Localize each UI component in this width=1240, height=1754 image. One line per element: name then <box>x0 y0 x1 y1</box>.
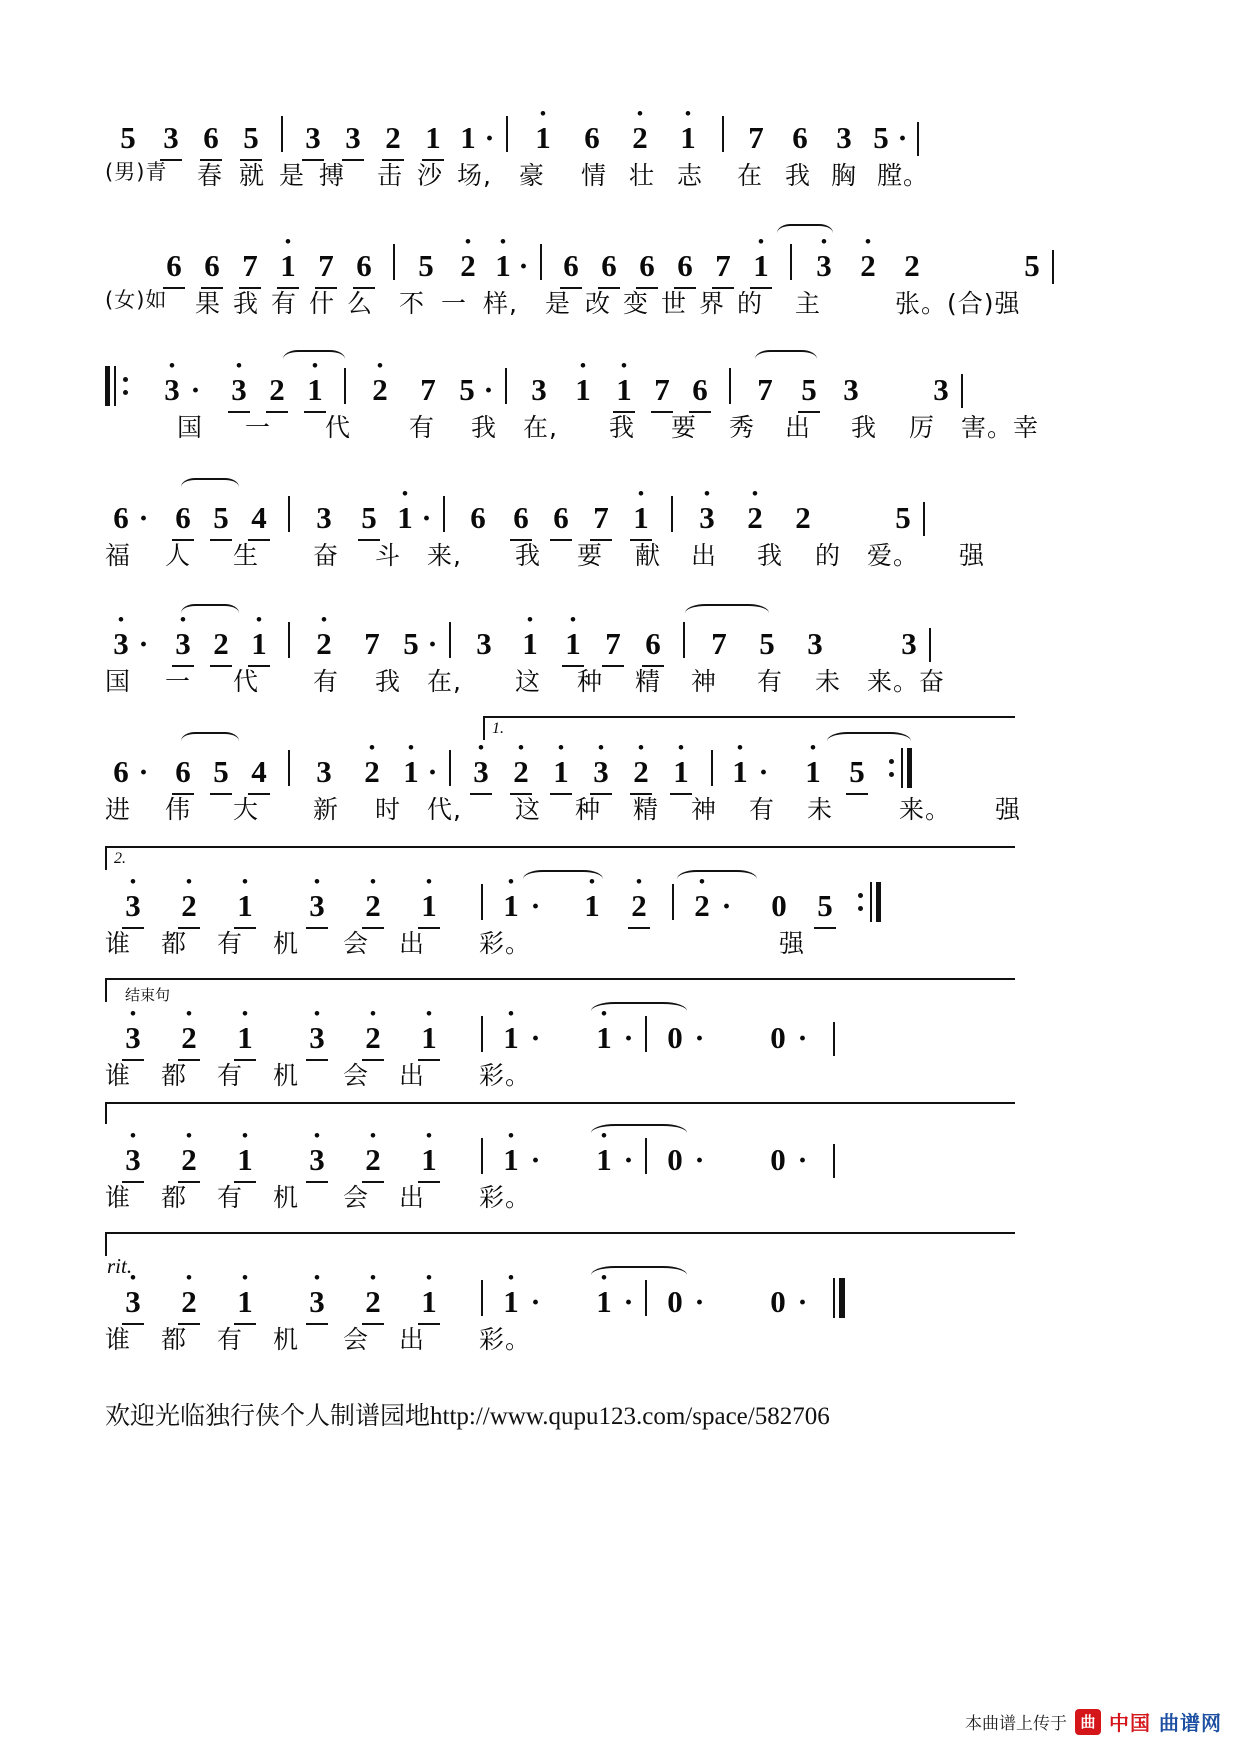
volta-2-label: 2. <box>114 850 126 867</box>
upload-credit <box>965 1707 1222 1736</box>
system-10 <box>105 1248 1135 1366</box>
credit-prefix: 本曲谱上传于 <box>965 1714 1067 1734</box>
notes-row-5: • 3 · • 3 2 • 1 • 2 7 5 · 3 • 1 • 1 7 6 7 5 3 3 <box>105 606 1135 662</box>
lyrics-row-3: 国 一 代 有 我 在, 我 要 秀 出 我 厉 害。幸 <box>177 413 1040 442</box>
system-7 <box>105 850 1135 970</box>
system-5 <box>105 606 1135 708</box>
site-name-cn: 中国 <box>1109 1711 1151 1735</box>
repeat-start-sign <box>105 366 131 406</box>
lyrics-row-5: 国 一 代 有 我 在, 这 种 精 神 有 未 来。奋 <box>105 667 946 696</box>
final-barline <box>833 1278 845 1318</box>
site-name-cn2: 曲谱网 <box>1159 1711 1222 1735</box>
volta-1-label: 1. <box>492 720 504 737</box>
volta-bracket-2 <box>105 846 1015 870</box>
notes-row-2: 6 6 7 • 1 7 6 5 • 2 • 1 · 6 6 6 6 7 • 1 • 3 • 2 2 5 <box>105 228 1135 284</box>
notes-row-8: • 3 • 2 • 1 • 3 • 2 • 1 • 1 · • 1 · 0 · 0 · <box>105 1000 1135 1056</box>
section-bracket <box>105 1232 1015 1256</box>
lyrics-row-1: (男)青 春 就 是 搏 击 沙 场, 豪 情 壮 志 在 我 胸 膛。 <box>105 156 1135 202</box>
lyrics-row-10: 谁 都 有 机 会 出 彩。 <box>105 1325 532 1354</box>
lyric-syllable: (男)青 <box>105 160 168 184</box>
system-9 <box>105 1122 1135 1224</box>
system-1 <box>105 100 1135 202</box>
ending-bracket <box>105 978 1015 1002</box>
lyrics-row-7: 谁 都 有 机 会 出 彩。 强 <box>105 929 806 958</box>
footer-link[interactable]: 欢迎光临独行侠个人制谱园地http://www.qupu123.com/space/582706 <box>105 1403 830 1430</box>
repeat-end-sign <box>855 882 881 922</box>
section-bracket <box>105 1102 1015 1124</box>
ending-label: 结束句 <box>125 986 171 1004</box>
repeat-end-sign <box>886 748 912 788</box>
lyrics-row-4: 福 人 生 奋 斗 来, 我 要 献 出 我 的 爱。 强 <box>105 541 986 570</box>
notes-row-10: • 3 • 2 • 1 • 3 • 2 • 1 • 1 · • 1 · 0 · 0 · <box>105 1264 1135 1320</box>
notes-row-7: • 3 • 2 • 1 • 3 • 2 • 1 • 1 · • 1 • 2 • 2 · 0 5 <box>105 868 1135 924</box>
rit-marking: rit. <box>107 1254 133 1278</box>
notes-row-6: 6 · 6 5 4 3 • 2 • 1 · • 3 • 2 • 1 • 3 • 2 • 1 • 1 · • 1 5 <box>105 734 1135 790</box>
lyrics-row-2: (女)如 果 我 有 什 么 不 一 样, 是 改 变 世 界 的 主 张。(合)强 <box>105 288 1021 318</box>
notes-row-1: 5 3 6 5 3 3 2 1 1 · • 1 6 • 2 • 1 7 6 3 5 · <box>105 100 1135 156</box>
system-4 <box>105 480 1135 582</box>
notes-row-4: 6 · 6 5 4 3 5 • 1 · 6 6 6 7 • 1 • 3 • 2 2 5 <box>105 480 1135 536</box>
system-6 <box>105 720 1135 836</box>
system-3 <box>105 352 1135 454</box>
lyrics-row-9: 谁 都 有 机 会 出 彩。 <box>105 1183 532 1212</box>
system-2 <box>105 228 1135 330</box>
lyrics-row-8: 谁 都 有 机 会 出 彩。 <box>105 1061 532 1090</box>
system-8 <box>105 986 1135 1102</box>
lyrics-row-6: 进 伟 大 新 时 代, 这 种 精 神 有 未 来。 强 <box>105 795 1022 824</box>
site-logo-icon: 曲 <box>1075 1709 1101 1735</box>
notes-row-9: • 3 • 2 • 1 • 3 • 2 • 1 • 1 · • 1 · 0 · 0 · <box>105 1122 1135 1178</box>
notes-row-3: • 3 · • 3 2 • 1 • 2 7 5 · 3 • 1 • 1 7 6 7 5 3 3 <box>105 352 1135 408</box>
